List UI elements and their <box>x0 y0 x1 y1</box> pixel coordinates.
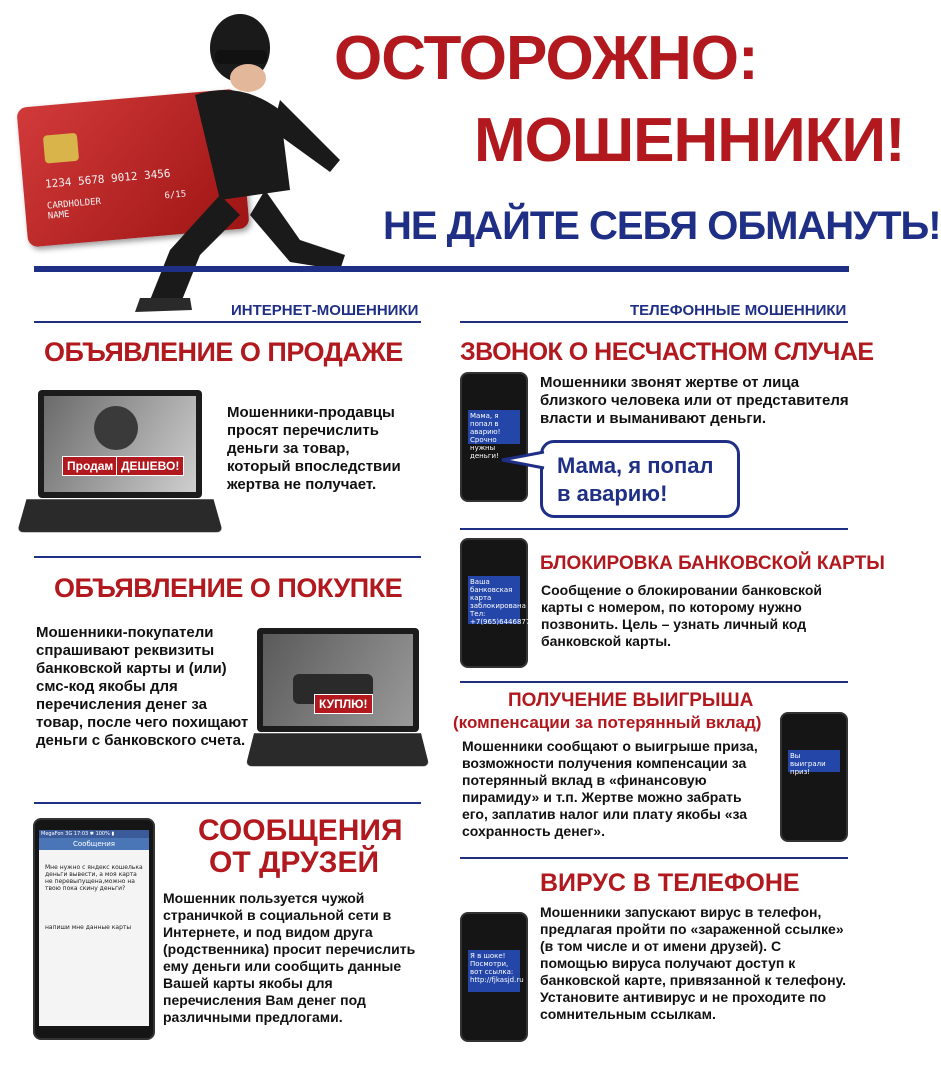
phone-message-2: напиши мне данные карты <box>45 924 132 931</box>
sale-tag-a: Продам <box>62 456 118 476</box>
prize-title-2: (компенсации за потерянный вклад) <box>453 713 762 732</box>
sale-tag-b: ДЕШЕВО! <box>116 456 184 476</box>
headline-line-2: МОШЕННИКИ! <box>474 106 905 175</box>
virus-text: Мошенники запускают вирус в телефон, предлагая пройти по «зараженной ссылке» (в том числе и от имени друзей). С помощью вируса получают доступ к банковской карте, привязанной к телефону. Установите антивирус и не проходите по сомнительным ссылкам. <box>540 904 847 1022</box>
phone-messages-header: Сообщения <box>39 838 149 850</box>
accident-speech-bubble <box>540 440 740 518</box>
sale-title: ОБЪЯВЛЕНИЕ О ПРОДАЖЕ <box>44 337 403 367</box>
blocking-phone-screen: Ваша банковская карта заблокирована Тел: +7(965)6446877 <box>470 578 531 626</box>
purchase-tag: КУПЛЮ! <box>314 694 373 714</box>
category-phone: ТЕЛЕФОННЫЕ МОШЕННИКИ <box>630 302 847 319</box>
purchase-laptop-base <box>246 733 430 766</box>
left-rule-1 <box>34 556 421 558</box>
prize-phone-screen: Вы выиграли приз! <box>788 750 840 772</box>
sale-laptop-base <box>17 499 223 532</box>
accident-title: ЗВОНОК О НЕСЧАСТНОМ СЛУЧАЕ <box>460 338 874 366</box>
purchase-title: ОБЪЯВЛЕНИЕ О ПОКУПКЕ <box>54 573 403 603</box>
right-rule-2 <box>460 681 848 683</box>
virus-phone-screen: Я в шоке! Посмотри, вот ссылка: http://fjkasjd.ru <box>468 950 520 992</box>
bubble-line-2: в аварию! <box>557 481 668 506</box>
phone-message-1: Мне нужно с яндекс кошелька деньги вывести, а моя карта не перевыпущена,можно на твою пока скину деньги? <box>45 864 143 892</box>
purchase-text: Мошенники-покупатели спрашивают реквизиты банковской карты и (или) смс-код якобы для перечисления денег за товар, после чего похищают деньги с банковского счета. <box>36 624 249 749</box>
friends-title-2: ОТ ДРУЗЕЙ <box>209 846 380 879</box>
header <box>0 0 941 275</box>
card-chip-icon <box>43 133 79 164</box>
prize-text: Мошенники сообщают о выигрыше приза, возможности получения компенсации за потерянный вклад в «финансовую пирамиду» и т.п. Жертве можно забрать его, заплатив налог или плату якобы «за сохранность денег». <box>462 738 758 839</box>
blocking-text: Сообщение о блокировании банковской карты с номером, по которому нужно позвонить. Цель – узнать личный код банковской карты. <box>541 582 822 649</box>
purchase-laptop-screen <box>257 628 419 732</box>
right-rule-1 <box>460 528 848 530</box>
bubble-line-1: Мама, я попал <box>557 453 714 478</box>
left-rule-2 <box>34 802 421 804</box>
friends-title-1: СООБЩЕНИЯ <box>198 814 403 847</box>
headline-line-1: ОСТОРОЖНО: <box>334 24 758 93</box>
thief-illustration <box>100 0 360 320</box>
prize-phone-image <box>780 712 848 842</box>
social-phone-image <box>33 818 155 1040</box>
photo-person-icon <box>94 406 138 450</box>
card-holder: CARDHOLDER NAME <box>46 196 102 222</box>
sale-laptop-screen <box>38 390 202 498</box>
virus-title: ВИРУС В ТЕЛЕФОНЕ <box>540 869 800 897</box>
header-divider <box>34 266 849 272</box>
friends-text: Мошенник пользуется чужой страничкой в социальной сети в Интернете, и под видом друга (родственника) просит перечислить ему деньги или сообщить данные Вашей карты якобы для перечисления Вам денег под различными предлогами. <box>163 890 416 1025</box>
card-expiry: 6/15 <box>164 189 187 202</box>
right-rule-3 <box>460 857 848 859</box>
right-category-rule <box>460 321 848 323</box>
bubble-tail-icon <box>500 448 546 474</box>
category-internet: ИНТЕРНЕТ-МОШЕННИКИ <box>231 302 419 319</box>
headline-subtitle: НЕ ДАЙТЕ СЕБЯ ОБМАНУТЬ! <box>383 204 941 248</box>
blocking-title: БЛОКИРОВКА БАНКОВСКОЙ КАРТЫ <box>540 553 885 574</box>
card-number: 1234 5678 9012 3456 <box>44 166 172 191</box>
social-phone-screen <box>39 830 149 1026</box>
accident-phone-screen: Мама, я попал в аварию! Срочно нужны деньги! <box>468 410 520 444</box>
phone-status-bar: MegaFon 3G 17:03 ✱ 100% ▮ <box>39 830 149 838</box>
prize-title-1: ПОЛУЧЕНИЕ ВЫИГРЫША <box>508 690 754 711</box>
blocking-phone-image <box>460 538 531 668</box>
accident-text: Мошенники звонят жертве от лица близкого человека или от представителя власти и выманивают деньги. <box>540 374 849 427</box>
accident-phone-image <box>460 372 528 502</box>
left-category-rule <box>34 321 421 323</box>
virus-phone-image <box>460 912 528 1042</box>
sale-text: Мошенники-продавцы просят перечислить деньги за товар, который впоследствии жертва не получает. <box>227 404 401 493</box>
